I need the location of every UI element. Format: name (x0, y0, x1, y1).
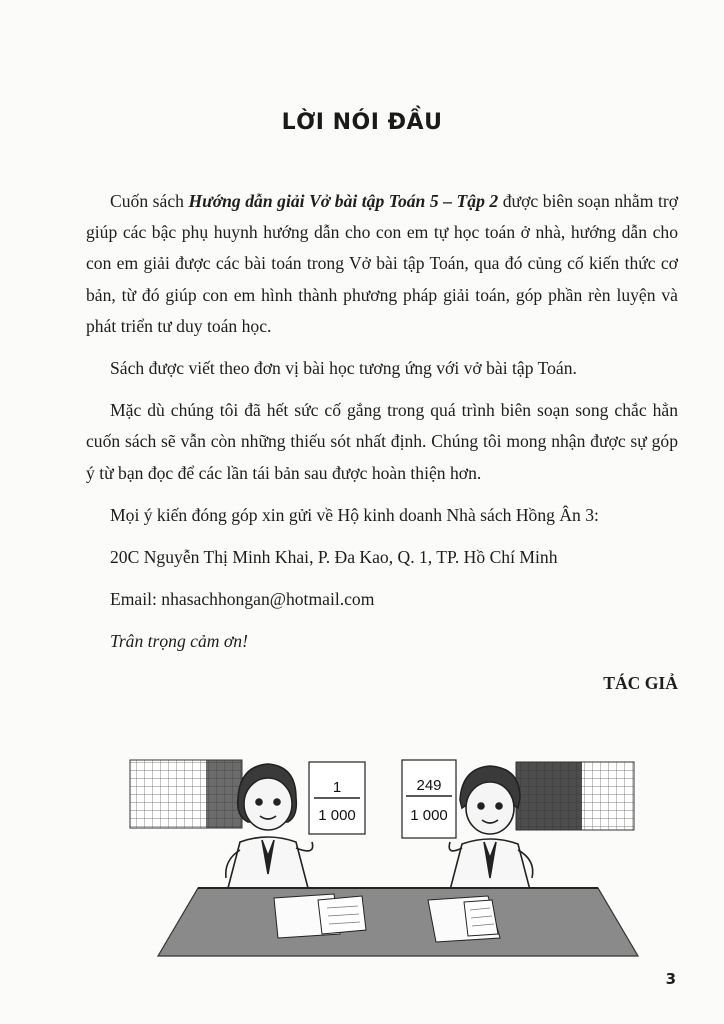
intro-paragraph (86, 186, 678, 342)
right-card-denominator: 1 000 (410, 807, 448, 824)
left-card-numerator: 1 (332, 779, 342, 796)
scope-paragraph: Sách được viết theo đơn vị bài học tương ứng với vở bài tập Toán. (110, 358, 577, 379)
thanks-line: Trân trọng cảm ơn! (110, 631, 248, 652)
intro-body: được biên soạn nhằm trợ giúp các bậc phụ huynh hướng dẫn cho con em tự học toán ở nhà, hướng dẫn cho con em giải được các bài toán trong Vở bài tập Toán, qua đó củng cố kiến thức cơ bản, từ đó giúp con em hình thành phương pháp giải toán, góp phần rèn luyện và phát triển tư duy toán học. (86, 191, 678, 336)
desk (158, 888, 638, 956)
students-illustration (128, 738, 648, 958)
left-card-denominator: 1 000 (318, 807, 356, 824)
contact-address: 20C Nguyễn Thị Minh Khai, P. Đa Kao, Q. 1, TP. Hồ Chí Minh (110, 547, 558, 568)
right-grid-board (516, 762, 634, 830)
body-text (86, 186, 678, 658)
page-number: 3 (665, 970, 676, 988)
right-fraction-card (402, 760, 456, 838)
contact-email: Email: nhasachhongan@hotmail.com (110, 589, 375, 610)
left-grid-board (130, 760, 242, 828)
author-signature: TÁC GIẢ (603, 673, 678, 693)
right-card-numerator: 249 (416, 777, 442, 794)
left-fraction-card (309, 762, 365, 834)
apology-paragraph: Mặc dù chúng tôi đã hết sức cố gắng trong quá trình biên soạn song chắc hẳn cuốn sách sẽ vẫn còn những thiếu sót nhất định. Chúng tôi mong nhận được sự góp ý từ bạn đọc để các lần tái bản sau được hoàn thiện hơn. (86, 400, 678, 483)
page-title: LỜI NÓI ĐẦU (281, 110, 443, 135)
contact-intro: Mọi ý kiến đóng góp xin gửi về Hộ kinh doanh Nhà sách Hồng Ân 3: (110, 504, 599, 525)
book-title: Hướng dẫn giải Vở bài tập Toán 5 – Tập 2 (188, 191, 499, 211)
intro-prefix: Cuốn sách (110, 191, 189, 211)
